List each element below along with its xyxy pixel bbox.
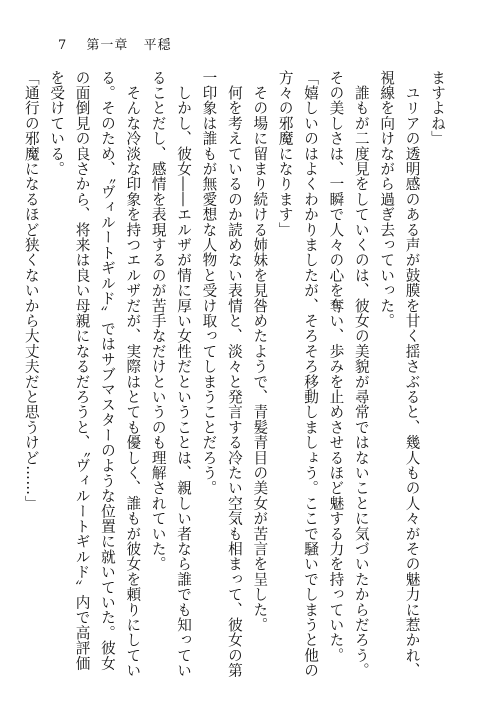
text-line: その場に留まり続ける姉妹を見咎めたようで、青髪青目の美女が苦言を呈した。 — [251, 70, 269, 633]
text-line: 視線を向けながら過ぎ去っていった。 — [378, 70, 396, 329]
text-line: 一印象は誰もが無愛想な人物と受け取ってしまうことだろう。 — [200, 70, 218, 496]
text-line: しかし、彼女――エルザが情に厚い女性だということは、親しい者なら誰でも知ってい — [175, 70, 193, 678]
text-line: その美しさは、一瞬で人々の心を奪い、歩みを止めさせるほど魅する力を持っていた。 — [327, 70, 345, 663]
running-header — [58, 34, 172, 53]
text-line: 何を考えているのか読めない表情と、淡々と発言する冷たい空気も相まって、彼女の第 — [225, 70, 243, 678]
text-line: の面倒見の良さから、将来は良い母親になるだろうと、〝ヴィルートギルド〟内で高評価 — [73, 70, 91, 671]
text-line: そんな冷淡な印象を持つエルザだが、実際はとても優しく、誰もが彼女を頼りにしてい — [124, 70, 142, 678]
text-line: 方々の邪魔になります」 — [276, 70, 294, 238]
text-line: ることだし、感情を表現するのが苦手なだけというのも理解されていた。 — [149, 70, 167, 572]
chapter-title: 平穏 — [143, 38, 172, 53]
vertical-text-body — [18, 70, 450, 687]
text-line: ますよね」 — [429, 70, 446, 146]
text-line: を受けている。 — [48, 70, 66, 177]
page-number: 7 — [58, 38, 68, 53]
text-line: 誰もが二度見をしていくのは、彼女の美貌が尋常ではないことに気づいたからだろう。 — [352, 70, 370, 678]
text-line: 「嬉しいのはよくわかりましたが、そろそろ移動しましょう。ここで騒いでしまうと他の — [302, 70, 320, 678]
text-line: ユリアの透明感のある声が鼓膜を甘く揺さぶると、幾人もの人々がその魅力に惹かれ、 — [403, 70, 421, 678]
chapter-label: 第一章 — [86, 38, 129, 53]
text-line: 「通行の邪魔になるほど狭くないから大丈夫だと思うけど……」 — [22, 70, 40, 511]
text-line: る。そのため、〝ヴィルートギルド〟ではサブマスターのような位置に就いていた。彼女 — [98, 70, 116, 671]
